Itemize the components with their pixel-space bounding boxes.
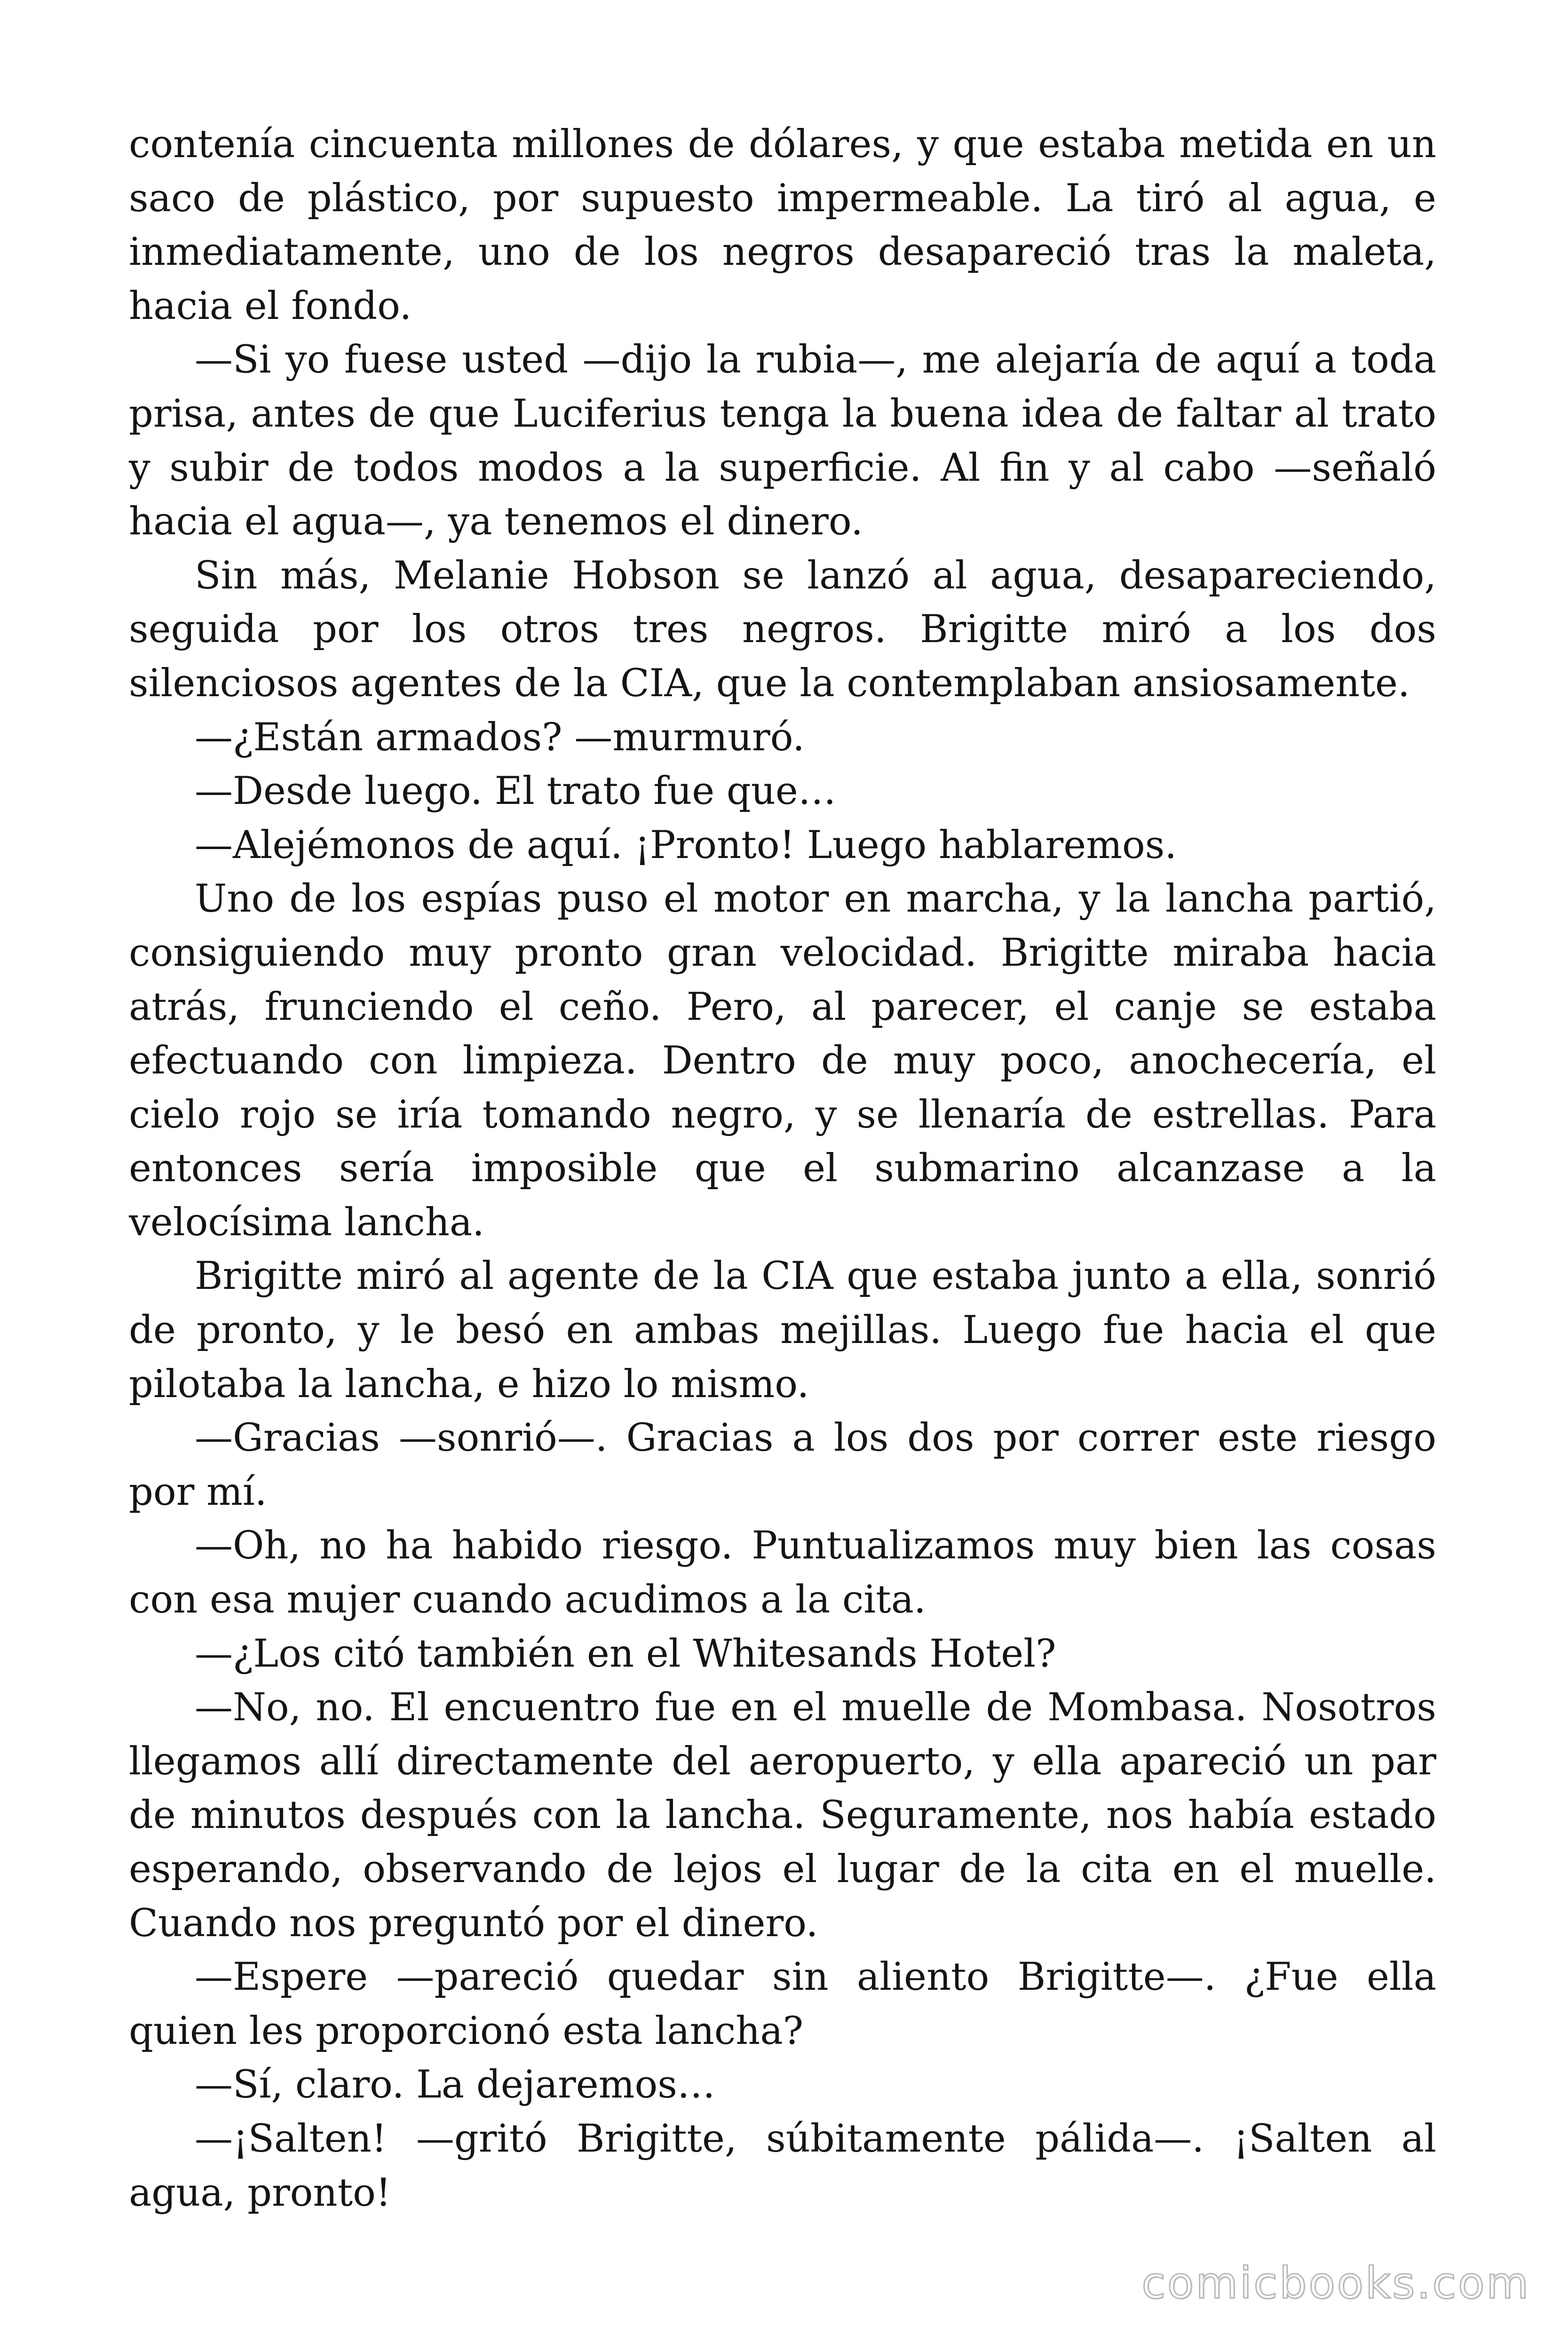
paragraph: —Alejémonos de aquí. ¡Pronto! Luego hablaremos. (195, 823, 1177, 867)
paragraph: Brigitte miró al agente de la CIA que estaba junto a ella, sonrió de pronto, y le besó en ambas mejillas. Luego fue hacia el que pilotaba la lancha, e hizo lo mismo. (129, 1254, 1436, 1406)
paragraph: —Oh, no ha habido riesgo. Puntualizamos muy bien las cosas con esa mujer cuando acudimos a la cita. (129, 1524, 1436, 1622)
watermark: comicbooks.com (1141, 2258, 1530, 2308)
body-text (129, 118, 1436, 2220)
paragraph: —¡Salten! —gritó Brigitte, súbitamente pálida—. ¡Salten al agua, pronto! (129, 2116, 1436, 2215)
paragraph: Sin más, Melanie Hobson se lanzó al agua, desapareciendo, seguida por los otros tres negros. Brigitte miró a los dos silenciosos agentes de la CIA, que la contemplaban ansiosamente. (129, 553, 1436, 706)
paragraph: —Sí, claro. La dejaremos… (195, 2063, 715, 2107)
paragraph: —Si yo fuese usted —dijo la rubia—, me alejaría de aquí a toda prisa, antes de que Luciferius tenga la buena idea de faltar al trato y subir de todos modos a la superficie. Al fin y al cabo —señaló hacia el agua—, ya tenemos el dinero. (129, 338, 1436, 544)
paragraph: —¿Están armados? —murmuró. (195, 715, 805, 760)
paragraph: —No, no. El encuentro fue en el muelle de Mombasa. Nosotros llegamos allí directamente del aeropuerto, y ella apareció un par de minutos después con la lancha. Seguramente, nos había estado esperando, observando de lejos el lugar de la cita en el muelle. Cuando nos preguntó por el dinero. (129, 1685, 1436, 1946)
paragraph: —Desde luego. El trato fue que… (195, 769, 836, 814)
paragraph: —¿Los citó también en el Whitesands Hotel? (195, 1631, 1056, 1676)
paragraph: Uno de los espías puso el motor en marcha, y la lancha partió, consiguiendo muy pronto gran velocidad. Brigitte miraba hacia atrás, frunciendo el ceño. Pero, al parecer, el canje se estaba efectuando con limpieza. Dentro de muy poco, anochecería, el cielo rojo se iría tomando negro, y se llenaría de estrellas. Para entonces sería imposible que el submarino alcanzase a la velocísima lancha. (129, 877, 1436, 1245)
paragraph: —Espere —pareció quedar sin aliento Brigitte—. ¿Fue ella quien les proporcionó esta lancha? (129, 1955, 1436, 2053)
paragraph: —Gracias —sonrió—. Gracias a los dos por correr este riesgo por mí. (129, 1416, 1436, 1514)
paragraph: contenía cincuenta millones de dólares, y que estaba metida en un saco de plástico, por supuesto impermeable. La tiró al agua, e inmediatamente, uno de los negros desapareció tras la maleta, hacia el fondo. (129, 122, 1436, 328)
